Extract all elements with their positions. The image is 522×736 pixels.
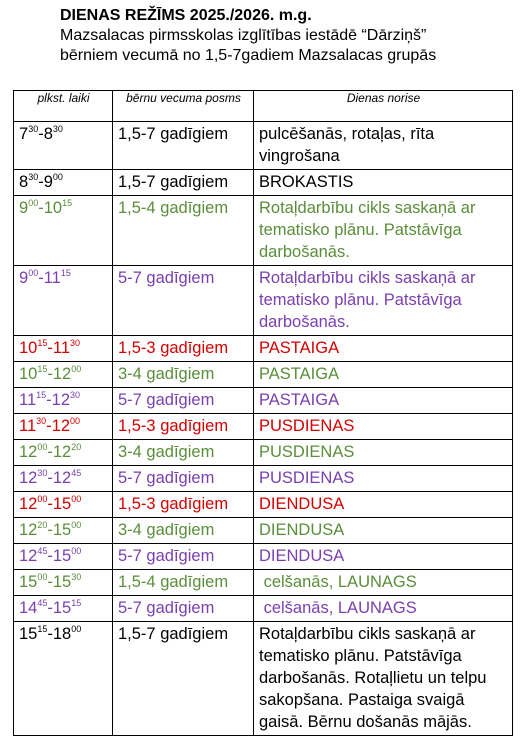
activity-cell: celšanās, LAUNAGS [254, 596, 513, 622]
time-separator: - [47, 443, 53, 461]
age-cell: 1,5-4 gadīgiem [113, 196, 254, 266]
end-h-hours: 15 [52, 495, 72, 513]
start-h-hours: 15 [19, 625, 38, 643]
document-subtitle-line-1: Mazsalacas pirmsskolas izglītības iestādē “Dārziņš” [60, 27, 427, 44]
time-separator: - [47, 469, 53, 487]
start-h-hours: 12 [19, 495, 38, 513]
end-m-minutes: 30 [71, 572, 82, 582]
time-cell [14, 362, 113, 388]
end-m-minutes: 00 [71, 520, 82, 530]
start-h-hours: 11 [19, 417, 37, 435]
start-h-hours: 12 [19, 521, 38, 539]
age-cell: 5-7 gadīgiem [113, 388, 254, 414]
time-cell [14, 492, 113, 518]
time-separator: - [38, 125, 44, 143]
activity-cell: Rotaļdarbību cikls saskaņā ar tematisko plānu. Patstāvīga darbošanās. Rotaļlietu un telpu sakopšana. Pastaiga svaigā gaisā. Bērnu došanās mājās. [254, 622, 513, 736]
start-h-hours: 11 [19, 391, 37, 409]
end-m-minutes: 00 [71, 624, 82, 634]
time-cell [14, 170, 113, 196]
age-cell: 5-7 gadīgiem [113, 266, 254, 336]
start-m-minutes: 30 [28, 172, 39, 182]
document-header [60, 6, 510, 66]
start-m-minutes: 30 [28, 124, 39, 134]
start-h-hours: 12 [19, 443, 38, 461]
activity-cell: PUSDIENAS [254, 466, 513, 492]
column-header-age: bērnu vecuma posms [113, 91, 254, 122]
age-cell: 5-7 gadīgiem [113, 544, 254, 570]
table-row [14, 362, 513, 388]
start-h-hours: 14 [19, 599, 38, 617]
time-separator: - [47, 495, 53, 513]
time-cell [14, 440, 113, 466]
start-h-hours: 9 [19, 199, 29, 217]
end-h-hours: 15 [52, 599, 72, 617]
time-separator: - [47, 599, 53, 617]
time-cell [14, 544, 113, 570]
end-h-hours: 18 [52, 625, 72, 643]
end-h-hours: 15 [52, 547, 72, 565]
start-m-minutes: 00 [37, 442, 48, 452]
end-h-hours: 8 [43, 125, 53, 143]
time-cell [14, 622, 113, 736]
time-separator: - [46, 417, 52, 435]
start-h-hours: 10 [19, 339, 38, 357]
end-h-hours: 15 [52, 521, 72, 539]
time-separator: - [47, 625, 53, 643]
time-separator: - [38, 173, 44, 191]
end-h-hours: 12 [51, 417, 71, 435]
time-cell [14, 196, 113, 266]
activity-cell: PASTAIGA [254, 388, 513, 414]
end-m-minutes: 20 [71, 442, 82, 452]
end-m-minutes: 30 [70, 390, 81, 400]
age-cell: 3-4 gadīgiem [113, 362, 254, 388]
table-row [14, 440, 513, 466]
start-h-hours: 12 [19, 469, 38, 487]
age-cell: 1,5-3 gadīgiem [113, 414, 254, 440]
end-m-minutes: 15 [62, 198, 73, 208]
start-m-minutes: 15 [36, 390, 47, 400]
end-h-hours: 11 [52, 339, 71, 357]
age-cell: 1,5-3 gadīgiem [113, 336, 254, 362]
time-cell [14, 266, 113, 336]
end-h-hours: 12 [52, 469, 72, 487]
time-separator: - [47, 547, 53, 565]
start-h-hours: 7 [19, 125, 29, 143]
activity-cell: celšanās, LAUNAGS [254, 570, 513, 596]
table-row [14, 196, 513, 266]
time-separator: - [38, 199, 44, 217]
start-h-hours: 12 [19, 547, 38, 565]
end-h-hours: 9 [43, 173, 53, 191]
table-row [14, 492, 513, 518]
table-row [14, 336, 513, 362]
time-separator: - [47, 339, 53, 357]
activity-cell: PUSDIENAS [254, 414, 513, 440]
age-cell: 1,5-7 gadīgiem [113, 122, 254, 170]
document-subtitle-line-2: bērniem vecumā no 1,5-7gadiem Mazsalacas grupās [60, 47, 437, 64]
column-header-time: plkst. laiki [14, 91, 113, 122]
start-m-minutes: 00 [28, 268, 39, 278]
time-cell [14, 388, 113, 414]
table-row [14, 570, 513, 596]
start-m-minutes: 20 [37, 520, 48, 530]
end-h-hours: 15 [52, 573, 72, 591]
activity-cell: pulcēšanās, rotaļas, rīta vingrošana [254, 122, 513, 170]
table-row [14, 622, 513, 736]
start-m-minutes: 15 [37, 338, 48, 348]
table-row [14, 518, 513, 544]
age-cell: 5-7 gadīgiem [113, 466, 254, 492]
table-row [14, 388, 513, 414]
table-row [14, 122, 513, 170]
table-header-row [14, 91, 513, 122]
time-separator: - [38, 269, 44, 287]
end-h-hours: 12 [52, 365, 72, 383]
table-row [14, 414, 513, 440]
activity-cell: PASTAIGA [254, 362, 513, 388]
start-m-minutes: 00 [28, 198, 39, 208]
age-cell: 1,5-3 gadīgiem [113, 492, 254, 518]
start-h-hours: 15 [19, 573, 38, 591]
end-m-minutes: 00 [71, 494, 82, 504]
start-m-minutes: 45 [37, 546, 48, 556]
age-cell: 1,5-4 gadīgiem [113, 570, 254, 596]
column-header-activity: Dienas norise [254, 91, 513, 122]
time-cell [14, 570, 113, 596]
end-m-minutes: 15 [60, 268, 71, 278]
time-cell [14, 518, 113, 544]
time-cell [14, 596, 113, 622]
table-row [14, 266, 513, 336]
end-m-minutes: 45 [71, 468, 82, 478]
start-m-minutes: 15 [37, 364, 48, 374]
end-m-minutes: 30 [70, 338, 81, 348]
age-cell: 1,5-7 gadīgiem [113, 622, 254, 736]
table-row [14, 544, 513, 570]
time-cell [14, 466, 113, 492]
activity-cell: DIENDUSA [254, 518, 513, 544]
end-m-minutes: 00 [52, 172, 63, 182]
time-separator: - [47, 573, 53, 591]
end-h-hours: 11 [43, 269, 61, 287]
activity-cell: PUSDIENAS [254, 440, 513, 466]
table-row [14, 596, 513, 622]
start-m-minutes: 45 [37, 598, 48, 608]
activity-cell: BROKASTIS [254, 170, 513, 196]
start-m-minutes: 30 [37, 468, 48, 478]
end-m-minutes: 30 [52, 124, 63, 134]
table-row [14, 170, 513, 196]
time-separator: - [47, 521, 53, 539]
start-h-hours: 9 [19, 269, 29, 287]
activity-cell: Rotaļdarbību cikls saskaņā ar tematisko plānu. Patstāvīga darbošanās. [254, 196, 513, 266]
time-separator: - [46, 391, 52, 409]
start-h-hours: 8 [19, 173, 29, 191]
table-row [14, 466, 513, 492]
age-cell: 1,5-7 gadīgiem [113, 170, 254, 196]
end-h-hours: 10 [43, 199, 63, 217]
time-cell [14, 414, 113, 440]
time-separator: - [47, 365, 53, 383]
age-cell: 3-4 gadīgiem [113, 518, 254, 544]
end-m-minutes: 15 [71, 598, 82, 608]
schedule-table [13, 90, 513, 736]
activity-cell: Rotaļdarbību cikls saskaņā ar tematisko plānu. Patstāvīga darbošanās. [254, 266, 513, 336]
age-cell: 5-7 gadīgiem [113, 596, 254, 622]
activity-cell: DIENDUSA [254, 492, 513, 518]
schedule-body [14, 122, 513, 736]
start-m-minutes: 15 [37, 624, 48, 634]
time-cell [14, 122, 113, 170]
time-cell [14, 336, 113, 362]
end-h-hours: 12 [52, 443, 72, 461]
document-title: DIENAS REŽĪMS 2025./2026. m.g. [60, 7, 312, 24]
end-h-hours: 12 [51, 391, 71, 409]
end-m-minutes: 00 [71, 364, 82, 374]
start-m-minutes: 00 [37, 494, 48, 504]
activity-cell: PASTAIGA [254, 336, 513, 362]
end-m-minutes: 00 [71, 546, 82, 556]
start-m-minutes: 00 [37, 572, 48, 582]
age-cell: 3-4 gadīgiem [113, 440, 254, 466]
end-m-minutes: 00 [70, 416, 81, 426]
start-h-hours: 10 [19, 365, 38, 383]
start-m-minutes: 30 [36, 416, 47, 426]
activity-cell: DIENDUSA [254, 544, 513, 570]
